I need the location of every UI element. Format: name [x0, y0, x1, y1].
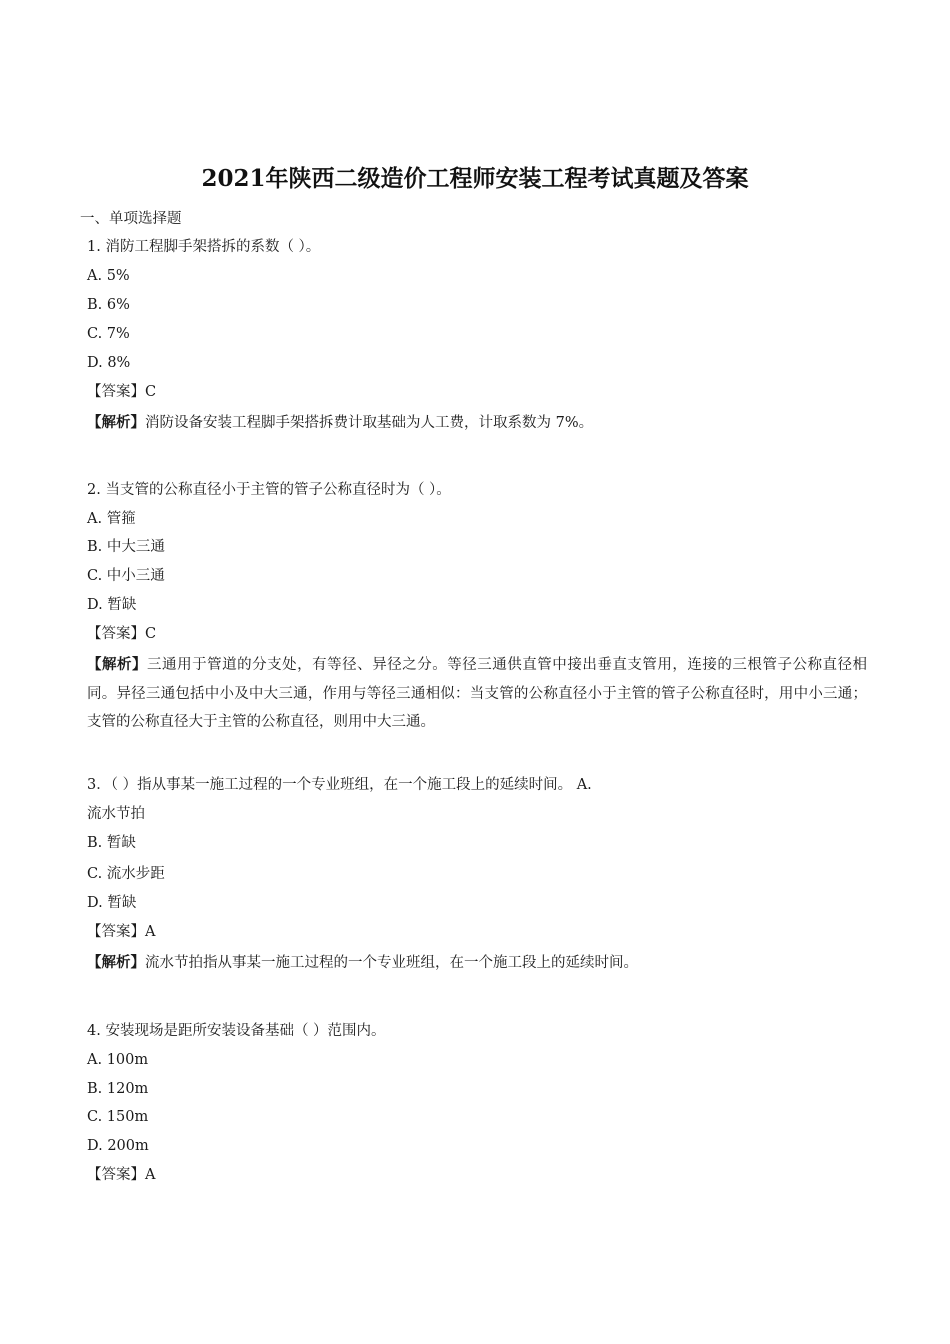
question-3-option-b: B. 暂缺 — [87, 835, 136, 851]
answer-value: A — [145, 1167, 156, 1183]
analysis-label: 【解析】 — [87, 414, 145, 431]
question-3-analysis — [87, 949, 867, 978]
question-1-option-d: D. 8% — [87, 355, 131, 371]
analysis-text: 流水节拍指从事某一施工过程的一个专业班组，在一个施工段上的延续时间。 — [145, 955, 638, 971]
analysis-label: 【解析】 — [87, 954, 145, 971]
question-4-option-d: D. 200m — [87, 1138, 149, 1154]
answer-value: C — [145, 626, 157, 642]
question-2-analysis — [87, 651, 867, 737]
section-heading: 一、单项选择题 — [80, 211, 182, 227]
question-3-stem: 3．（ ）指从事某一施工过程的一个专业班组，在一个施工段上的延续时间。 A. — [87, 777, 592, 793]
question-3-option-c: C. 流水步距 — [87, 866, 165, 882]
question-4-option-a: A. 100m — [87, 1052, 149, 1068]
analysis-text: 三通用于管道的分支处，有等径、异径之分。等径三通供直管中接出垂直支管用，连接的三根管子公称直径相同。异径三通包括中小及中大三通，作用与等径三通相似：当支管的公称直径小于主管的管子公称直径时，用中小三通；支管的公称直径大于主管的公称直径，则用中大三通。 — [87, 657, 868, 730]
question-2-answer — [87, 624, 156, 644]
question-4-option-c: C. 150m — [87, 1109, 149, 1125]
question-1-answer — [87, 382, 156, 402]
analysis-label: 【解析】 — [87, 656, 148, 673]
question-2-option-a: A. 管箍 — [87, 511, 136, 527]
question-1-stem: 1. 消防工程脚手架搭拆的系数（ ）。 — [87, 239, 321, 255]
question-1-option-c: C. 7% — [87, 326, 130, 342]
question-1-option-b: B. 6% — [87, 297, 130, 313]
question-1-option-a: A. 5% — [87, 268, 130, 284]
answer-label: 【答案】 — [87, 626, 145, 642]
question-4-answer — [87, 1165, 155, 1185]
answer-label: 【答案】 — [87, 1167, 145, 1183]
question-3-option-d: D. 暂缺 — [87, 895, 137, 911]
answer-value: A — [145, 924, 156, 940]
question-3-option-a-text: 流水节拍 — [87, 806, 145, 822]
answer-value: C — [145, 384, 157, 400]
analysis-text: 消防设备安装工程脚手架搭拆费计取基础为人工费，计取系数为 7%。 — [145, 415, 594, 431]
answer-label: 【答案】 — [87, 924, 145, 940]
question-4-option-b: B. 120m — [87, 1081, 149, 1097]
question-4-stem: 4. 安装现场是距所安装设备基础（ ）范围内。 — [87, 1023, 386, 1039]
document-title: 2021年陕西二级造价工程师安装工程考试真题及答案 — [201, 165, 749, 192]
question-3-answer — [87, 922, 155, 942]
question-2-option-c: C. 中小三通 — [87, 568, 165, 584]
question-1-analysis — [87, 409, 867, 438]
question-2-stem: 2. 当支管的公称直径小于主管的管子公称直径时为（ ）。 — [87, 482, 451, 498]
answer-label: 【答案】 — [87, 384, 145, 400]
question-2-option-b: B. 中大三通 — [87, 539, 165, 555]
question-2-option-d: D. 暂缺 — [87, 597, 137, 613]
